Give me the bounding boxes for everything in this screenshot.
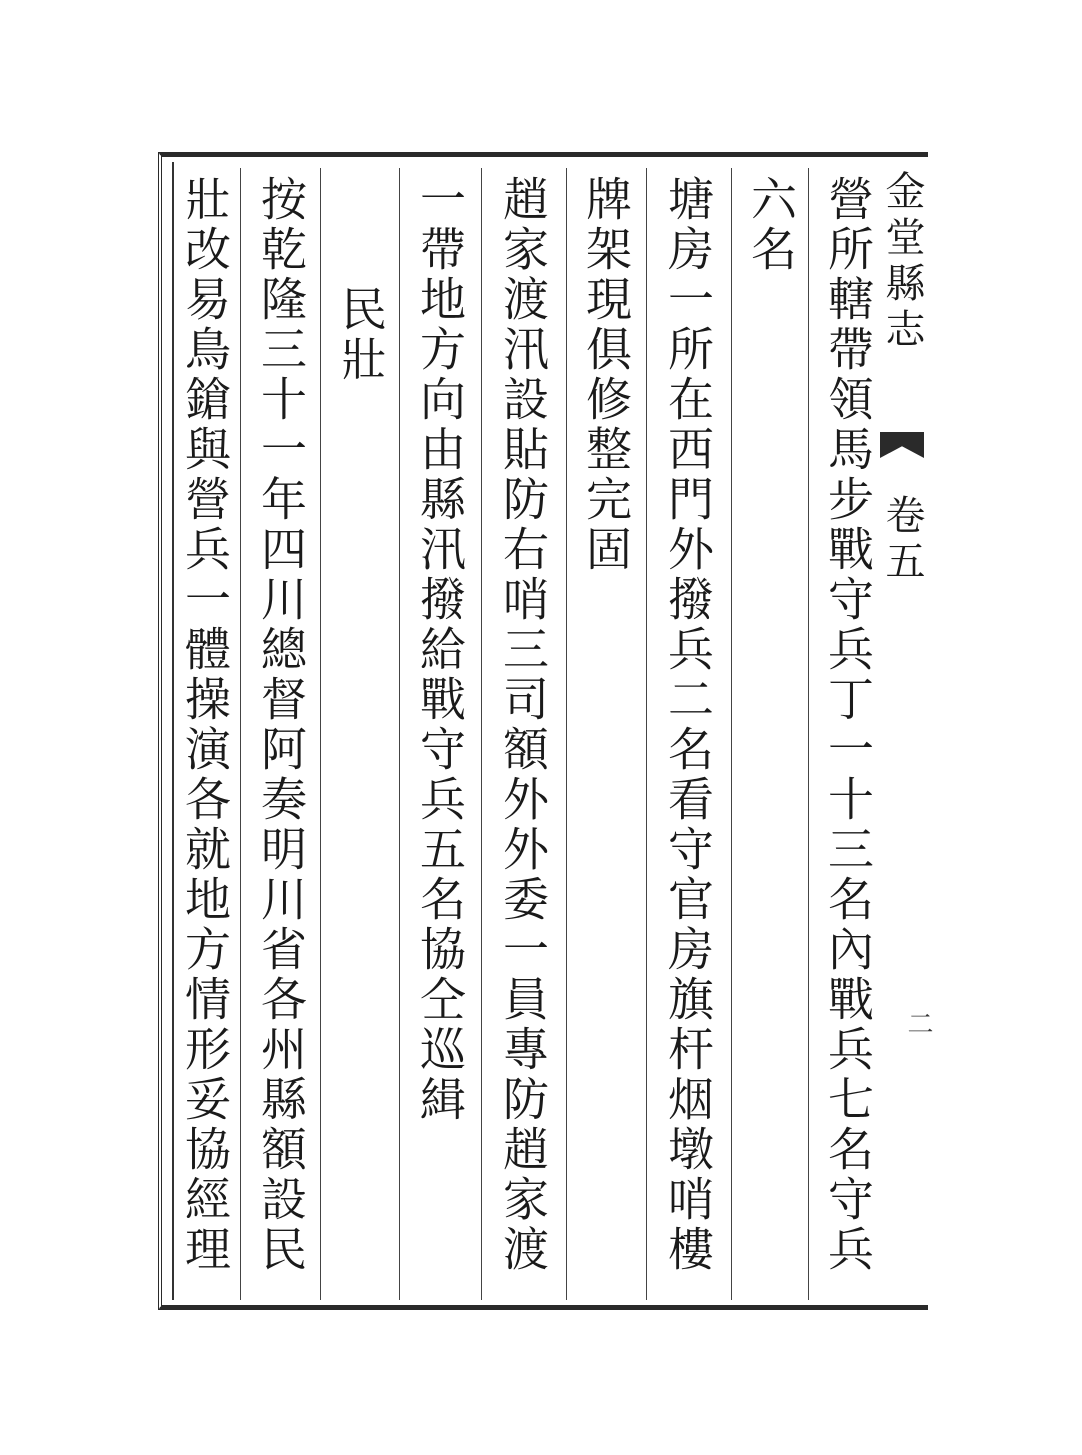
section-heading-minzhuang: 民壯 <box>334 285 388 385</box>
column-rule <box>481 168 482 1300</box>
column-rule <box>566 168 567 1300</box>
text-column-5: 趙家渡汛設貼防右哨三司額外外委一員專防趙家渡 <box>496 175 550 1275</box>
book-title: 金堂縣志 <box>879 170 925 354</box>
text-column-4: 牌架現俱修整完固 <box>579 175 633 575</box>
volume-label: 卷五 <box>879 494 925 586</box>
text-column-6: 一帶地方向由縣汛撥給戰守兵五名協仝巡緝 <box>413 175 467 1125</box>
book-title-banner <box>876 170 928 590</box>
text-column-1: 營所轄帶領馬步戰守兵丁一十三名內戰兵七名守兵 <box>821 175 875 1275</box>
column-rule <box>808 168 809 1300</box>
column-rule <box>320 168 321 1300</box>
text-column-2: 六名 <box>744 175 798 275</box>
page-number: 二 <box>903 1010 933 1036</box>
text-column-3: 塘房一所在西門外撥兵二名看守官房旗杆烟墩哨樓 <box>661 175 715 1275</box>
column-rule <box>399 168 400 1300</box>
column-rule <box>731 168 732 1300</box>
text-column-8: 按乾隆三十一年四川總督阿奏明川省各州縣額設民 <box>254 175 308 1275</box>
column-rule <box>646 168 647 1300</box>
text-column-9: 壯改易鳥鎗與營兵一體操演各就地方情形妥協經理 <box>178 175 232 1275</box>
column-rule <box>240 168 241 1300</box>
